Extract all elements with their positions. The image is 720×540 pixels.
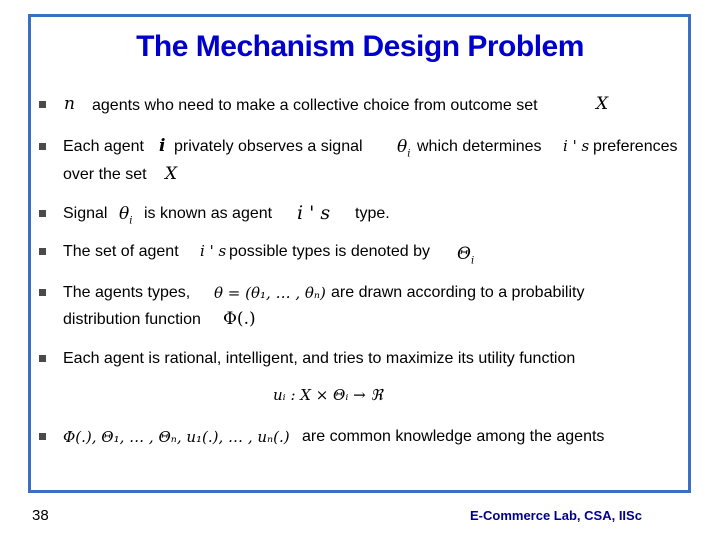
bullet-7-text: are common knowledge among the agents — [302, 428, 605, 445]
bullet-5-line2: distribution function — [63, 311, 201, 328]
bullet-6-text: Each agent is rational, intelligent, and tries to maximize its utility function — [63, 350, 576, 367]
bullet-1-text: agents who need to make a collective choice from outcome set — [92, 97, 538, 114]
bullet-4-text-b: possible types is denoted by — [229, 243, 431, 260]
bullet-marker — [39, 355, 46, 362]
bullet-marker — [39, 101, 46, 108]
math-theta-tuple: θ = (θ₁, … , θₙ) — [214, 284, 326, 302]
math-n: n — [64, 94, 75, 114]
bullet-2-text-d: preferences — [593, 138, 678, 155]
math-i-s: i ' s — [297, 202, 331, 224]
footer-label: E-Commerce Lab, CSA, IISc — [470, 508, 642, 523]
bullet-2-text-a: Each agent — [63, 138, 144, 155]
bullet-5-text-b: are drawn according to a probability — [331, 284, 585, 301]
bullet-4-text-a: The set of agent — [63, 243, 179, 260]
bullet-marker — [39, 289, 46, 296]
bullet-3-text-a: Signal — [63, 205, 108, 222]
bullet-marker — [39, 210, 46, 217]
math-phi: Φ(.) — [223, 309, 256, 329]
math-i: i — [159, 136, 166, 156]
math-i-s: i ' s — [200, 242, 227, 260]
bullet-3-text-c: type. — [355, 205, 390, 222]
bullet-3-text-b: is known as agent — [144, 205, 273, 222]
math-X: X — [165, 164, 178, 184]
slide-title: The Mechanism Design Problem — [136, 30, 584, 63]
bullet-marker — [39, 433, 46, 440]
math-Theta-i: $\Theta_i$ — [457, 244, 475, 267]
bullet-2-line2: over the set — [63, 166, 147, 183]
math-i-s: i ' s — [563, 137, 590, 155]
bullet-5-text-a: The agents types, — [63, 284, 191, 301]
page-number: 38 — [32, 507, 49, 524]
bullet-2-text-c: which determines — [417, 138, 542, 155]
bullet-marker — [39, 143, 46, 150]
bullet-marker — [39, 248, 46, 255]
math-X: X — [596, 94, 609, 114]
math-theta-i: $\theta_i$ — [119, 204, 133, 227]
math-utility: uᵢ : X × Θᵢ → ℜ — [273, 386, 383, 404]
math-common-knowledge: Φ(.), Θ₁, … , Θₙ, u₁(.), … , uₙ(.) — [63, 428, 290, 446]
bullet-2-text-b: privately observes a signal — [174, 138, 363, 155]
math-theta-i: $\theta_i$ — [397, 137, 411, 160]
